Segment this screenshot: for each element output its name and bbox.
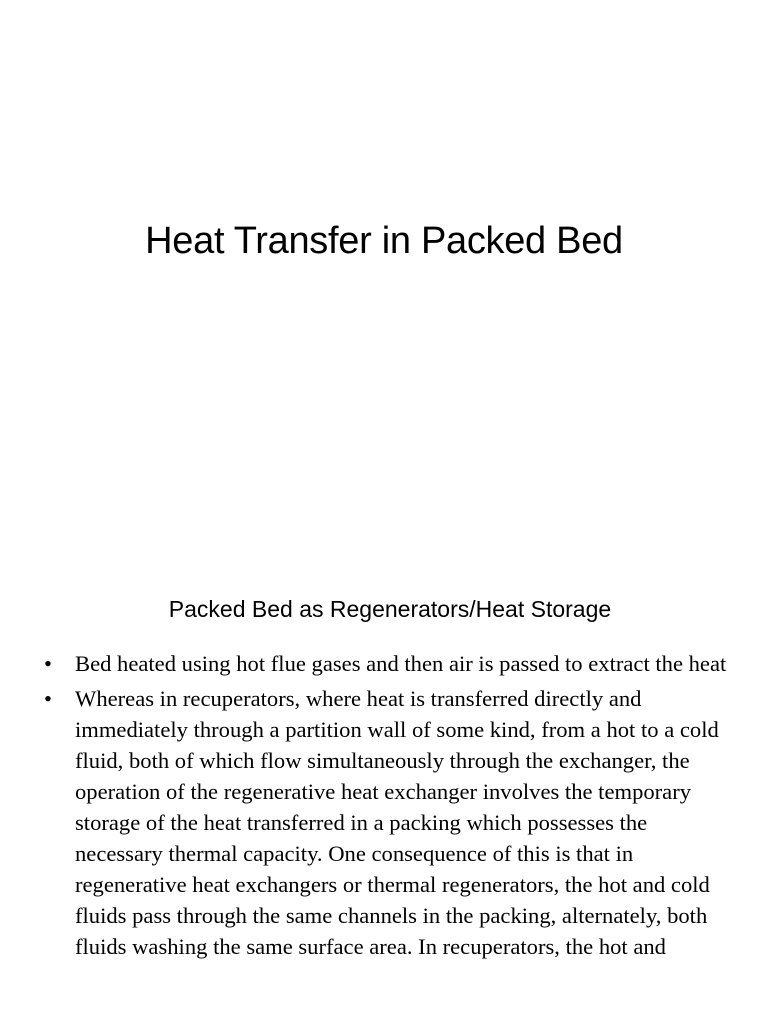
bullet-text: Whereas in recuperators, where heat is transferred directly and immediately through a partition wall of some kind, from a hot to a cold fluid, both of which flow simultaneously through the exchanger, the operation of the regenerative heat exchanger involves the temporary storage of the heat transferred in a packing which possesses the necessary thermal capacity. One consequence of this is that in regenerative heat exchangers or thermal regenerators, the hot and cold fluids pass through the same channels in the packing, alternately, both fluids washing the same surface area. In recuperators, the hot and (75, 686, 719, 959)
bullet-list (44, 648, 734, 966)
bullet-icon: • (44, 686, 52, 711)
bullet-icon: • (44, 651, 52, 676)
content-slide (0, 580, 768, 1024)
slide-title: Heat Transfer in Packed Bed (145, 220, 623, 262)
content-heading: Packed Bed as Regenerators/Heat Storage (168, 596, 612, 622)
bullet-item (44, 683, 734, 962)
bullet-text: Bed heated using hot flue gases and then air is passed to extract the heat (75, 651, 727, 676)
bullet-item (44, 648, 734, 679)
